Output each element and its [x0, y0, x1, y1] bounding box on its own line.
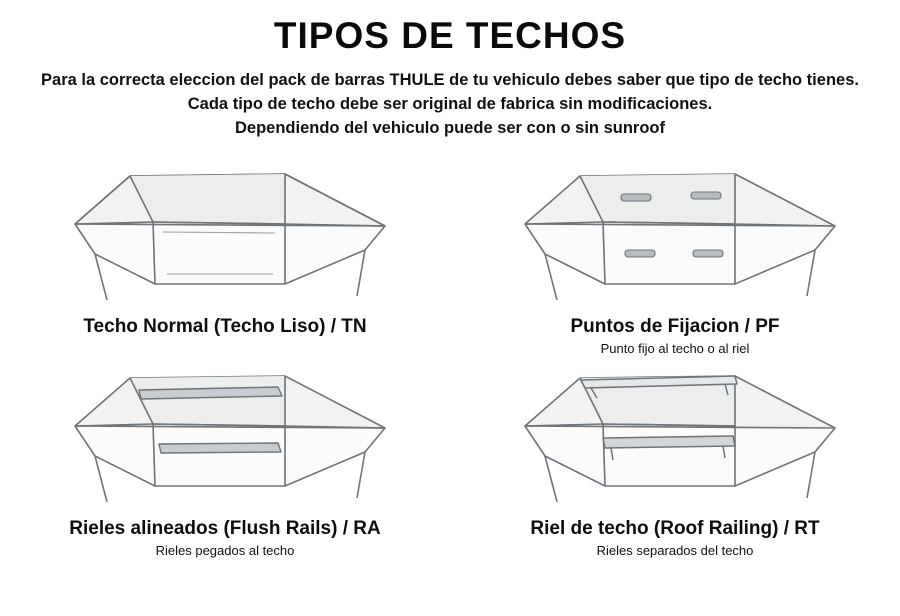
- roof-type-sub-pf: Punto fijo al techo o al riel: [600, 341, 750, 357]
- roof-type-sub-ra: Rieles pegados al techo: [155, 543, 295, 559]
- roof-flushrail-icon: [35, 356, 415, 516]
- roof-fixpoint-icon: [485, 154, 865, 314]
- roof-railing-icon: [485, 356, 865, 516]
- intro-line-1: Para la correcta eleccion del pack de barras THULE de tu vehiculo debes saber que tipo de techo tienes.: [41, 70, 859, 89]
- intro-text: [0, 69, 900, 141]
- intro-line-3: Dependiendo del vehiculo puede ser con o sin sunroof: [235, 118, 665, 137]
- roof-type-label-rt: Riel de techo (Roof Railing) / RT: [530, 518, 820, 540]
- roof-type-sub-rt: Rieles separados del techo: [596, 543, 754, 559]
- roof-type-card-rt: [450, 356, 900, 558]
- intro-line-2: Cada tipo de techo debe ser original de fabrica sin modificaciones.: [187, 94, 713, 113]
- roof-type-card-ra: [0, 356, 450, 558]
- roof-type-grid: [0, 154, 900, 558]
- page-title: TIPOS DE TECHOS: [273, 15, 627, 56]
- roof-types-infographic: [0, 16, 900, 616]
- roof-type-label-ra: Rieles alineados (Flush Rails) / RA: [69, 518, 381, 540]
- roof-type-card-tn: [0, 154, 450, 356]
- roof-type-card-pf: [450, 154, 900, 356]
- roof-plain-icon: [35, 154, 415, 314]
- roof-type-label-tn: Techo Normal (Techo Liso) / TN: [83, 316, 367, 338]
- roof-type-label-pf: Puntos de Fijacion / PF: [570, 316, 780, 338]
